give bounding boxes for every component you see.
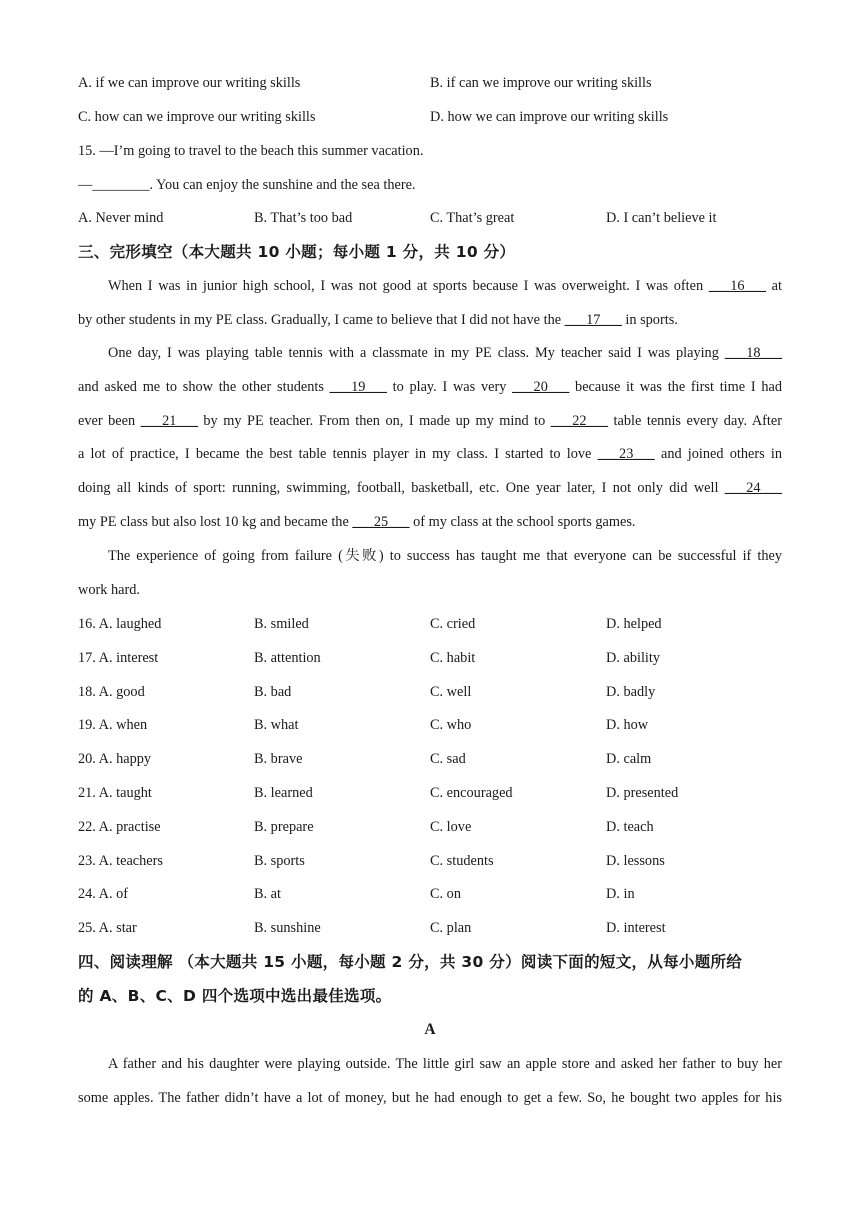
cloze-line: One day, I was playing table tennis with a classmate in my PE class. My teacher said I was playing ___18___ <box>108 345 782 361</box>
section4-heading-line-2: 的 A、B、C、D 四个选项中选出最佳选项。 <box>78 987 392 1005</box>
section3-heading: 三、完形填空（本大题共 10 小题；每小题 1 分，共 10 分） <box>78 243 516 261</box>
cloze-paragraph-2 <box>78 343 782 546</box>
cloze-option-24-d: D. in <box>606 886 635 903</box>
q15-response: —________. You can enjoy the sunshine and the sea there. <box>78 177 416 193</box>
cloze-option-21-b: B. learned <box>254 785 313 801</box>
cloze-option-17-d: D. ability <box>606 649 661 666</box>
cloze-option-20-c: C. sad <box>430 751 466 768</box>
cloze-option-20-b: B. brave <box>254 751 303 768</box>
cloze-option-22-a: 22. A. practise <box>78 818 161 835</box>
passage-line: some apples. The father didn’t have a lot of money, but he had enough to get a few. So, he bought two apples for his <box>78 1089 782 1106</box>
cloze-line: and asked me to show the other students ___19___ to play. I was very ___20___ because it was the first time I had <box>78 378 783 395</box>
cloze-option-17-c: C. habit <box>430 649 476 666</box>
cloze-option-19-c: C. who <box>430 717 472 734</box>
cloze-line: by other students in my PE class. Gradually, I came to believe that I did not have the ___17___ in sports. <box>78 311 678 328</box>
blank-19: ___19___ <box>329 378 387 395</box>
cloze-option-19-a: 19. A. when <box>78 717 148 734</box>
cloze-option-23-d: D. lessons <box>606 852 665 869</box>
cloze-line: The experience of going from failure (失败) to success has taught me that everyone can be successful if they <box>108 548 782 564</box>
blank-25: ___25___ <box>352 513 410 530</box>
blank-16: ___16___ <box>708 278 766 294</box>
blank-17: ___17___ <box>564 311 622 328</box>
blank-21: ___21___ <box>140 412 198 429</box>
q15-option-c: C. That’s great <box>430 210 515 226</box>
cloze-option-18-d: D. badly <box>606 683 656 700</box>
section4-heading-line-1: 四、阅读理解 （本大题共 15 小题，每小题 2 分，共 30 分）阅读下面的短文，从每小题所给 <box>78 953 743 971</box>
cloze-option-25-b: B. sunshine <box>254 920 321 937</box>
blank-20: ___20___ <box>512 378 570 395</box>
q14-option-c: C. how can we improve our writing skills <box>78 109 316 125</box>
cloze-option-17-b: B. attention <box>254 649 321 666</box>
passage-line: A father and his daughter were playing outside. The little girl saw an apple store and asked her father to buy her <box>108 1056 782 1072</box>
cloze-option-22-c: C. love <box>430 818 472 835</box>
cloze-option-19-b: B. what <box>254 717 299 734</box>
cloze-line: work hard. <box>78 581 140 598</box>
cloze-option-22-d: D. teach <box>606 818 654 835</box>
cloze-option-23-b: B. sports <box>254 852 305 869</box>
cloze-option-20-a: 20. A. happy <box>78 751 152 768</box>
cloze-option-17-a: 17. A. interest <box>78 649 159 666</box>
cloze-line: When I was in junior high school, I was not good at sports because I was overweight. I was often ___16___ at <box>108 278 782 294</box>
cloze-option-22-b: B. prepare <box>254 818 314 835</box>
cloze-option-25-d: D. interest <box>606 920 666 937</box>
cloze-line: ever been ___21___ by my PE teacher. From then on, I made up my mind to ___22___ table tennis every day. After <box>78 412 782 429</box>
cloze-option-18-b: B. bad <box>254 683 292 700</box>
blank-23: ___23___ <box>597 446 655 463</box>
q15-option-a: A. Never mind <box>78 210 164 226</box>
cloze-option-23-a: 23. A. teachers <box>78 852 163 869</box>
cloze-line: my PE class but also lost 10 kg and became the ___25___ of my class at the school sports games. <box>78 513 636 530</box>
passage-a-title: A <box>424 1021 436 1038</box>
cloze-option-20-d: D. calm <box>606 751 652 768</box>
q15-prompt: 15. —I’m going to travel to the beach this summer vacation. <box>78 143 424 159</box>
q15-option-d: D. I can’t believe it <box>606 210 717 226</box>
passage-a-text <box>78 1054 782 1122</box>
q14-option-a: A. if we can improve our writing skills <box>78 75 301 91</box>
cloze-option-16-a: 16. A. laughed <box>78 616 162 632</box>
cloze-option-16-b: B. smiled <box>254 616 309 632</box>
cloze-line: a lot of practice, I became the best table tennis player in my class. I started to love ___23___ and joined others in <box>78 446 782 463</box>
blank-24: ___24___ <box>724 480 782 497</box>
cloze-paragraph-3 <box>78 546 782 614</box>
cloze-option-25-a: 25. A. star <box>78 920 137 937</box>
q14-option-d: D. how we can improve our writing skills <box>430 109 669 125</box>
cloze-option-21-d: D. presented <box>606 785 679 801</box>
q14-option-b: B. if can we improve our writing skills <box>430 75 652 91</box>
cloze-option-24-a: 24. A. of <box>78 886 129 903</box>
cloze-line: doing all kinds of sport: running, swimming, football, basketball, etc. One year later, I not only did well ___24___ <box>78 480 782 497</box>
cloze-option-21-a: 21. A. taught <box>78 785 152 801</box>
cloze-option-25-c: C. plan <box>430 920 472 937</box>
cloze-option-21-c: C. encouraged <box>430 785 513 801</box>
cloze-paragraph-1 <box>78 276 782 344</box>
cloze-option-18-a: 18. A. good <box>78 683 145 700</box>
blank-18: ___18___ <box>724 345 782 361</box>
cloze-option-23-c: C. students <box>430 852 494 869</box>
cloze-option-19-d: D. how <box>606 717 649 734</box>
cloze-option-24-c: C. on <box>430 886 461 903</box>
cloze-option-24-b: B. at <box>254 886 282 903</box>
q15-option-b: B. That’s too bad <box>254 210 353 226</box>
cloze-option-16-c: C. cried <box>430 616 476 632</box>
blank-22: ___22___ <box>550 412 608 429</box>
cloze-option-16-d: D. helped <box>606 616 662 632</box>
cloze-option-18-c: C. well <box>430 683 472 700</box>
